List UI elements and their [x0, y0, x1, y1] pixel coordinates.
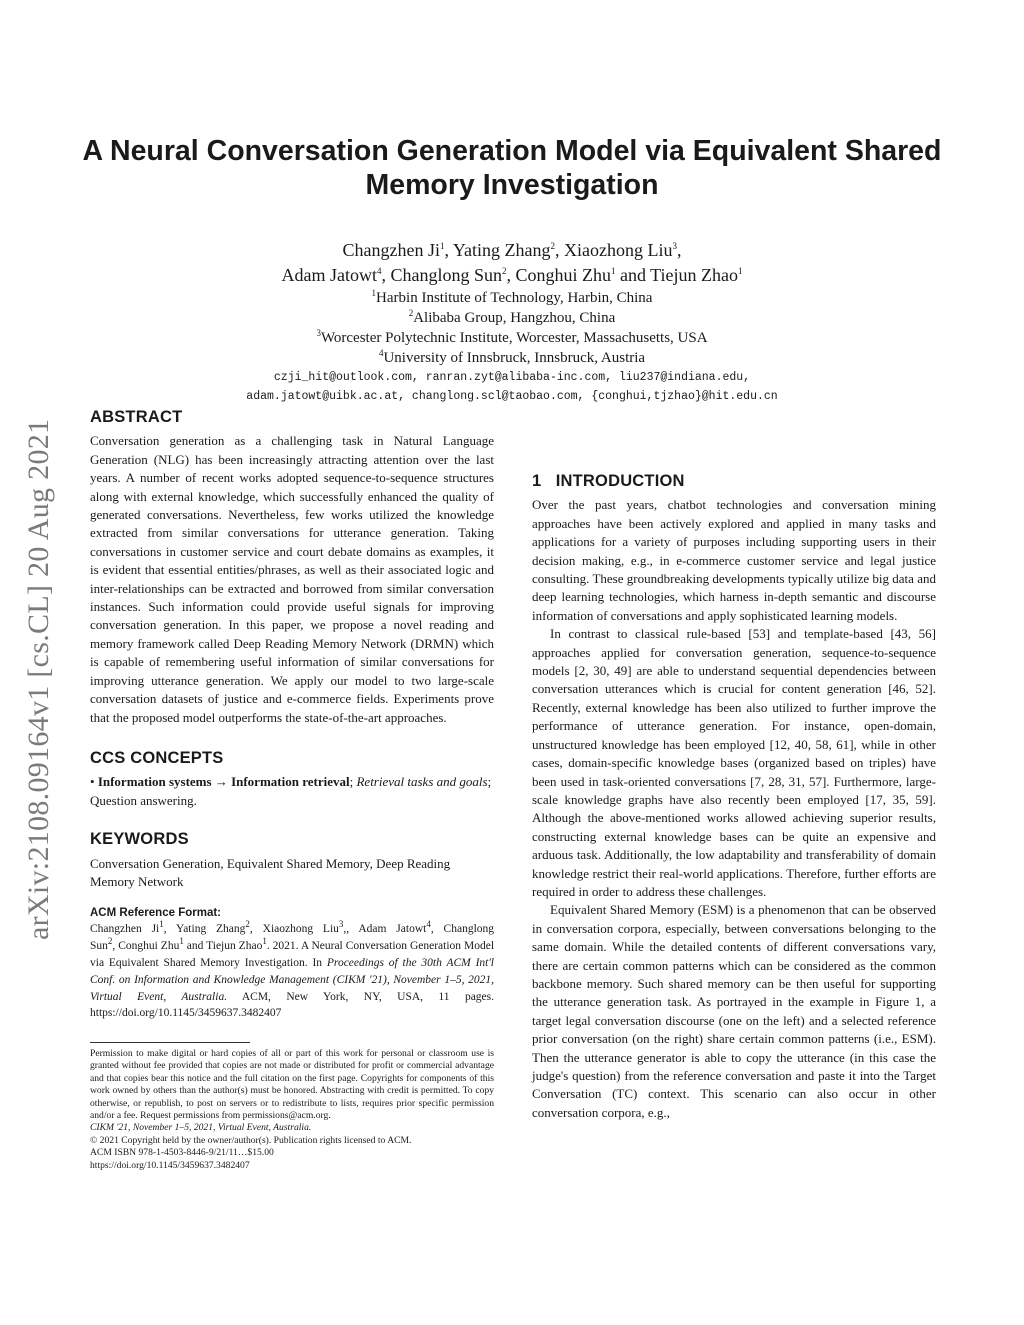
author-separator: ,	[506, 265, 516, 285]
author-separator: ,	[163, 923, 177, 936]
author-name: Conghui Zhu	[515, 265, 611, 285]
conference-line: CIKM '21, November 1–5, 2021, Virtual Event, Australia.	[90, 1122, 312, 1134]
author-affiliation-mark: 2	[501, 266, 507, 276]
author-separator: and	[615, 265, 651, 285]
author-separator: and	[183, 940, 207, 953]
author-line-1	[120, 238, 904, 263]
left-column	[90, 408, 494, 1022]
author-affiliation-mark: 3	[338, 919, 344, 930]
abstract-heading: ABSTRACT	[90, 408, 183, 426]
author-separator: ,	[249, 923, 263, 936]
author-separator: ,	[112, 940, 119, 953]
author-separator: .	[266, 940, 273, 953]
author-affiliation-mark: 4	[426, 919, 431, 930]
author-line-2	[120, 263, 904, 288]
affiliation-3	[120, 328, 904, 348]
affiliation-4	[120, 348, 904, 368]
intro-paragraph-1: Over the past years, chatbot technologies and conversation mining approaches have been actively explored and applied in many tasks and applications for a variety of purposes including supporting users in their decision making, e.g., in e-commerce customer service and legal justice consulting. These groundbreaking developments typically utilize big data and deep learning technologies, which harness in-depth semantic and discourse information of conversations and apply sophisticated learning models.	[532, 497, 936, 623]
affiliation-mark: 2	[408, 308, 414, 318]
affiliation-text: University of Innsbruck, Innsbruck, Austria	[383, 350, 646, 366]
paper-title-line-2: Memory Investigation	[365, 169, 659, 201]
ccs-term: Information systems	[97, 774, 212, 790]
author-affiliation-mark: 2	[550, 241, 556, 251]
author-name: Xiaozhong Liu	[262, 923, 339, 936]
author-name: Changlong Sun	[390, 265, 502, 285]
author-block	[120, 238, 904, 406]
author-affiliation-mark: 1	[262, 936, 267, 947]
paper-title	[70, 134, 954, 202]
section-title: INTRODUCTION	[555, 472, 685, 490]
author-name: Changlong Sun	[90, 923, 495, 953]
affiliation-text: Worcester Polytechnic Institute, Worcester, Massachusetts, USA	[320, 330, 708, 346]
author-name: Adam Jatowt	[281, 265, 377, 285]
author-name: Xiaozhong Liu	[564, 240, 673, 260]
footnote-divider	[90, 1042, 250, 1043]
arrow-icon: →	[211, 774, 232, 790]
affiliation-text: Harbin Institute of Technology, Harbin, China	[376, 290, 653, 306]
acm-reference-heading: ACM Reference Format:	[90, 907, 221, 920]
author-name: Changzhen Ji	[90, 923, 160, 936]
ccs-rest: ; Question answering.	[90, 774, 492, 808]
author-affiliation-mark: 1	[159, 919, 164, 930]
author-separator: ,	[381, 265, 391, 285]
author-name: Conghui Zhu	[118, 940, 180, 953]
keywords-heading: KEYWORDS	[90, 830, 189, 849]
acm-reference-venue: Proceedings of the 30th ACM Int'l Conf. on Information and Knowledge Management (CIKM '21), November 1–5, 2021, Virtual Event, Australia.	[90, 956, 495, 1003]
author-name: Yating Zhang	[452, 240, 551, 260]
author-name: Changzhen Ji	[342, 240, 440, 260]
affiliation-2	[120, 308, 904, 328]
doi-link[interactable]: https://doi.org/10.1145/3459637.3482407	[90, 1159, 250, 1171]
intro-paragraph-2: In contrast to classical rule-based [53] and template-based [43, 56] approaches applied for conversation generation, sequence-to-sequence models [2, 30, 49] are able to understand sequential dependencies between conversation utterances which is crucial for content generation [46, 52]. Recently, external knowledge has been also utilized to further improve the performance of utterance generation. For instance, open-domain, unstructured knowledge has been employed [12, 40, 58, 61], while in other cases, domain-specific knowledge bases (organized based on triples) have been used in task-oriented conversations [7, 28, 31, 57]. Furthermore, large-scale knowledge graphs have also recently been employed [17, 35, 59]. Although the above-mentioned works allowed achieving superior results, constructing external knowledge bases can be quite an expensive and arduous task. Additionally, the low adaptability and transferability of domain knowledge restrict their real-world applications. Therefore, further efforts are required in order to address these challenges.	[532, 626, 936, 899]
author-separator: ,	[444, 240, 453, 260]
author-affiliation-mark: 1	[738, 266, 743, 276]
arxiv-identifier-stamp: arXiv:2108.09164v1 [cs.CL] 20 Aug 2021	[22, 418, 55, 940]
author-name: Tiejun Zhao	[650, 265, 739, 285]
author-name: Adam Jatowt	[358, 923, 427, 936]
acm-reference-continuation	[532, 412, 936, 446]
affiliation-mark: 3	[316, 328, 321, 338]
affiliation-mark: 4	[378, 348, 384, 358]
author-affiliation-mark: 3	[672, 241, 677, 251]
ccs-concepts	[90, 773, 494, 810]
author-separator: ,	[677, 240, 682, 260]
abstract-text: Conversation generation as a challenging task in Natural Language Generation (NLG) has been increasingly attracting attention over the last years. A number of recent works adopted sequence-to-sequence structures along with external knowledge, which successfully enhanced the quality of generated conversations. Nevertheless, few works utilized the knowledge extracted from similar conversations for utterance generation. Taking conversations in customer service and court debate domains as examples, it is evident that essential entities/phrases, as well as their associated logic and inter-relationships can be extracted and borrowed from similar conversation instances. Such information could provide useful signals for improving conversation generation. In this paper, we propose a novel reading and memory framework called Deep Reading Memory Network (DRMN) which is capable of remembering useful information of similar conversations for improving utterance generation. We apply our model to two large-scale conversation datasets of justice and e-commerce fields. Experiments prove that the proposed model outperforms the state-of-the-art approaches.	[90, 433, 494, 725]
keywords-text: Conversation Generation, Equivalent Shared Memory, Deep Reading Memory Network	[90, 855, 451, 889]
right-column	[532, 412, 936, 1122]
ccs-term: Information retrieval	[231, 774, 350, 790]
author-affiliation-mark: 4	[376, 266, 382, 276]
section-number: 1	[532, 472, 542, 490]
intro-paragraph-3: Equivalent Shared Memory (ESM) is a phenomenon that can be observed in conversation corpora, especially, between conversations belonging to the same domain. While the detailed contents of different conversations vary, there are certain common patterns which can be considered as the common backbone memory. Such shared memory can be then useful for supporting the utterance generation task. As portrayed in the example in Figure 1, a target legal conversation discourse (one on the left) and a selected reference prior conversation (on the right) share certain common patterns (i.e., ESM). Then the utterance generator is able to copy the utterance (in this case the judge's question) from the reference conversation and paste it into the Target Conversation (TC) context. This scenario can also occur in other conversation corpora, e.g.,	[532, 902, 936, 1120]
author-name: Yating Zhang	[176, 923, 246, 936]
ccs-term-italic: Retrieval tasks and goals	[356, 774, 488, 790]
copyright-line: © 2021 Copyright held by the owner/author(s). Publication rights licensed to ACM.	[90, 1134, 412, 1146]
author-name: Tiejun Zhao	[206, 940, 263, 953]
author-affiliation-mark: 1	[439, 241, 445, 251]
acm-reference-text	[90, 921, 494, 1022]
isbn-line: ACM ISBN 978-1-4503-8446-9/21/11…$15.00	[90, 1147, 274, 1159]
permission-notice: Permission to make digital or hard copies of all or part of this work for personal or classroom use is granted without fee provided that copies are not made or distributed for profit or commercial advantage and that copies bear this notice and the full citation on the first page. Copyrights for components of this work owned by others than the author(s) must be honored. Abstracting with credit is permitted. To copy otherwise, or republish, to post on servers or to redistribute to lists, requires prior specific permission and/or a fee. Request permissions from permissions@acm.org.	[90, 1048, 494, 1122]
acm-reference-body: 2021. A Neural Conversation Generation Model via Equivalent Shared Memory Investigation. In	[90, 940, 495, 969]
author-affiliation-mark: 1	[611, 266, 616, 276]
ccs-heading: CCS CONCEPTS	[90, 748, 224, 767]
bullet: •	[90, 774, 95, 790]
affiliation-text: Alibaba Group, Hangzhou, China	[413, 310, 616, 326]
acm-reference-doi: ACM, New York, NY, USA, 11 pages. https://doi.org/10.1145/3459637.3482407	[90, 990, 494, 1020]
author-separator: ,,	[343, 923, 359, 936]
email-line-1: czji_hit@outlook.com, ranran.zyt@alibaba-inc.com, liu237@indiana.edu,	[273, 371, 751, 384]
email-line-2: adam.jatowt@uibk.ac.at, changlong.scl@taobao.com, {conghui,tjzhao}@hit.edu.cn	[246, 390, 778, 403]
introduction-heading	[532, 472, 936, 490]
paper-title-line-1: A Neural Conversation Generation Model via Equivalent Shared	[82, 135, 942, 167]
author-affiliation-mark: 2	[245, 919, 250, 930]
ccs-separator: ;	[349, 774, 357, 790]
author-affiliation-mark: 1	[179, 936, 184, 947]
copyright-footnote	[90, 1048, 494, 1172]
affiliation-1	[120, 288, 904, 308]
affiliation-mark: 1	[371, 288, 377, 298]
author-separator: ,	[555, 240, 565, 260]
author-affiliation-mark: 2	[107, 936, 113, 947]
author-separator: ,	[430, 923, 444, 936]
